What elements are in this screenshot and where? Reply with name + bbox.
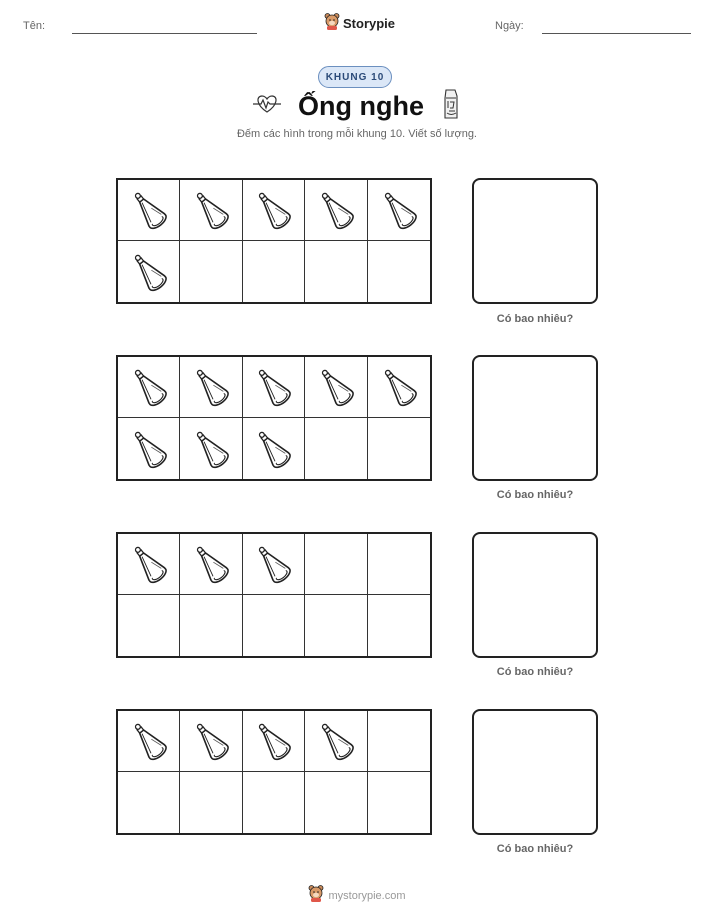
frame-cell — [180, 357, 242, 418]
frame-cell — [368, 711, 430, 772]
ten-frame-1 — [116, 178, 432, 304]
stethoscope-horn-icon — [314, 188, 358, 232]
frame-cell — [243, 357, 305, 418]
moai-statue-icon — [440, 88, 462, 125]
frame-cell — [180, 180, 242, 241]
stethoscope-horn-icon — [189, 188, 233, 232]
frame-cell — [305, 772, 367, 833]
answer-box-1[interactable] — [472, 178, 598, 304]
stethoscope-horn-icon — [251, 719, 295, 763]
stethoscope-horn-icon — [189, 542, 233, 586]
stethoscope-horn-icon — [127, 542, 171, 586]
frame-cell — [118, 357, 180, 418]
frame-cell — [118, 534, 180, 595]
question-2: Có bao nhiêu? — [496, 489, 574, 501]
frame-cell — [368, 180, 430, 241]
frame-cell — [180, 595, 242, 656]
stethoscope-horn-icon — [189, 427, 233, 471]
answer-box-2[interactable] — [472, 355, 598, 481]
stethoscope-horn-icon — [127, 250, 171, 294]
instructions: Đếm các hình trong mỗi khung 10. Viết số lượng. — [236, 128, 477, 140]
frame-cell — [118, 418, 180, 479]
frame-cell — [305, 711, 367, 772]
brand-logo — [324, 12, 395, 35]
frame-cell — [305, 534, 367, 595]
bear-mascot-icon — [308, 884, 324, 907]
frame-cell — [305, 357, 367, 418]
name-label: Tên: — [23, 20, 46, 32]
frame-cell — [305, 241, 367, 302]
stethoscope-horn-icon — [127, 719, 171, 763]
frame-cell — [368, 595, 430, 656]
question-1: Có bao nhiêu? — [496, 313, 574, 325]
frame-cell — [180, 241, 242, 302]
name-line[interactable] — [72, 33, 257, 34]
frame-cell — [243, 534, 305, 595]
answer-box-3[interactable] — [472, 532, 598, 658]
frame-cell — [368, 418, 430, 479]
stethoscope-horn-icon — [251, 365, 295, 409]
stethoscope-horn-icon — [314, 365, 358, 409]
stethoscope-horn-icon — [189, 365, 233, 409]
stethoscope-horn-icon — [377, 188, 421, 232]
frame-cell — [118, 711, 180, 772]
frame-cell — [118, 241, 180, 302]
stethoscope-horn-icon — [251, 188, 295, 232]
date-line[interactable] — [542, 33, 691, 34]
frame-cell — [180, 418, 242, 479]
frame-cell — [180, 772, 242, 833]
stethoscope-horn-icon — [251, 542, 295, 586]
frame-cell — [243, 772, 305, 833]
stethoscope-horn-icon — [127, 188, 171, 232]
stethoscope-horn-icon — [377, 365, 421, 409]
stethoscope-horn-icon — [314, 719, 358, 763]
frame-cell — [368, 241, 430, 302]
frame-cell — [305, 595, 367, 656]
frame-cell — [118, 772, 180, 833]
ten-frame-4 — [116, 709, 432, 835]
frame-cell — [118, 180, 180, 241]
date-label: Ngày: — [495, 20, 524, 32]
frame-cell — [305, 180, 367, 241]
ten-frame-2 — [116, 355, 432, 481]
ten-frame-badge: KHUNG 10 — [318, 66, 392, 88]
heartbeat-icon — [252, 93, 282, 120]
frame-cell — [368, 772, 430, 833]
frame-cell — [368, 534, 430, 595]
brand-name: Storypie — [343, 16, 396, 31]
stethoscope-horn-icon — [251, 427, 295, 471]
frame-cell — [243, 711, 305, 772]
footer — [0, 884, 714, 907]
frame-cell — [368, 357, 430, 418]
ten-frame-3 — [116, 532, 432, 658]
stethoscope-horn-icon — [127, 427, 171, 471]
footer-url: mystorypie.com — [328, 889, 406, 902]
question-3: Có bao nhiêu? — [496, 666, 574, 678]
frame-cell — [243, 595, 305, 656]
frame-cell — [305, 418, 367, 479]
frame-cell — [243, 418, 305, 479]
stethoscope-horn-icon — [127, 365, 171, 409]
frame-cell — [243, 241, 305, 302]
page-title: Ống nghe — [298, 91, 424, 121]
frame-cell — [243, 180, 305, 241]
frame-cell — [180, 711, 242, 772]
stethoscope-horn-icon — [189, 719, 233, 763]
frame-cell — [180, 534, 242, 595]
question-4: Có bao nhiêu? — [496, 843, 574, 855]
frame-cell — [118, 595, 180, 656]
bear-mascot-icon — [324, 12, 340, 35]
answer-box-4[interactable] — [472, 709, 598, 835]
